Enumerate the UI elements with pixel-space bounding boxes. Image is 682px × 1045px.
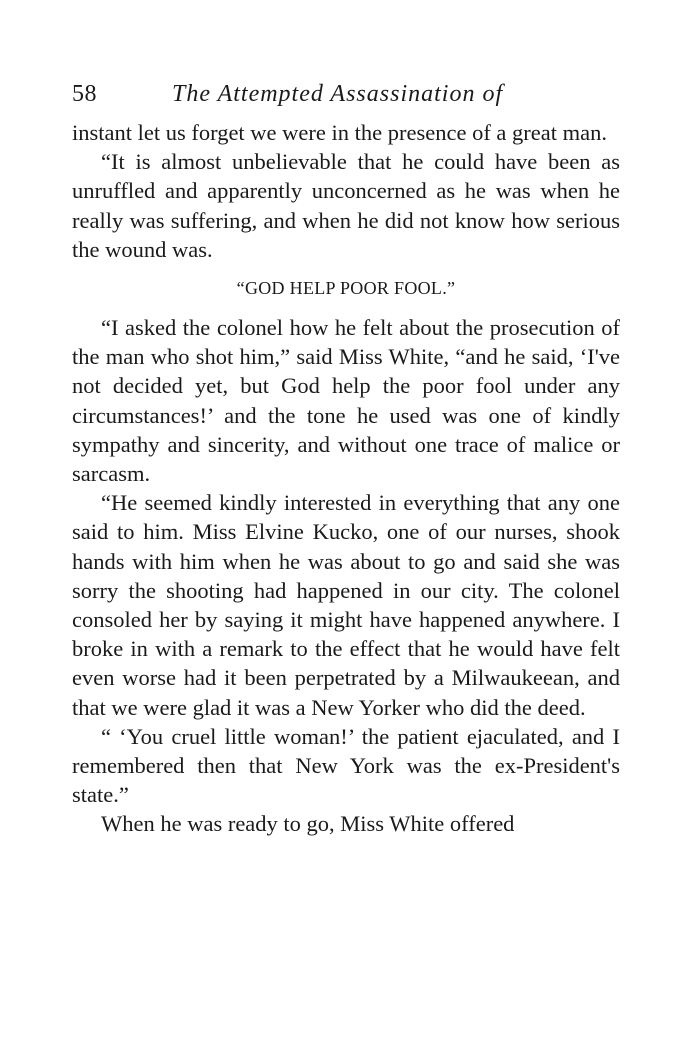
paragraph: “I asked the colonel how he felt about the prosecution of the man who shot him,” said Miss White, “and he said, ‘I've not decided yet, but God help the poor fool under any circumstances!’ and the tone he used was one of kindly sympathy and sincerity, and without one trace of malice or sarcasm. xyxy=(72,315,620,487)
running-head xyxy=(72,70,620,118)
paragraph-continued: instant let us forget we were in the presence of a great man. xyxy=(72,120,608,145)
page-number: 58 xyxy=(72,81,97,107)
paragraph: “ ‘You cruel little woman!’ the patient ejaculated, and I remembered then that New York was the ex-President's state.” xyxy=(72,723,620,808)
paragraph: “It is almost unbelievable that he could have been as unruffled and apparently unconcerned as he was when he really was suffering, and when he did not know how serious the wound was. xyxy=(72,149,620,262)
running-title: The Attempted Assassination of xyxy=(172,81,504,107)
body-text xyxy=(72,118,620,839)
section-subheading: “GOD HELP POOR FOOL.” xyxy=(236,278,456,299)
book-page xyxy=(72,70,620,839)
paragraph: “He seemed kindly interested in everything that any one said to him. Miss Elvine Kucko, one of our nurses, shook hands with him when he was about to go and said she was sorry the shooting had happened in our city. The colonel consoled her by saying it might have happened anywhere. I broke in with a remark to the effect that he would have felt even worse had it been perpetrated by a Milwaukeean, and that we were glad it was a New Yorker who did the deed. xyxy=(72,490,620,720)
paragraph: When he was ready to go, Miss White offered xyxy=(101,811,515,837)
